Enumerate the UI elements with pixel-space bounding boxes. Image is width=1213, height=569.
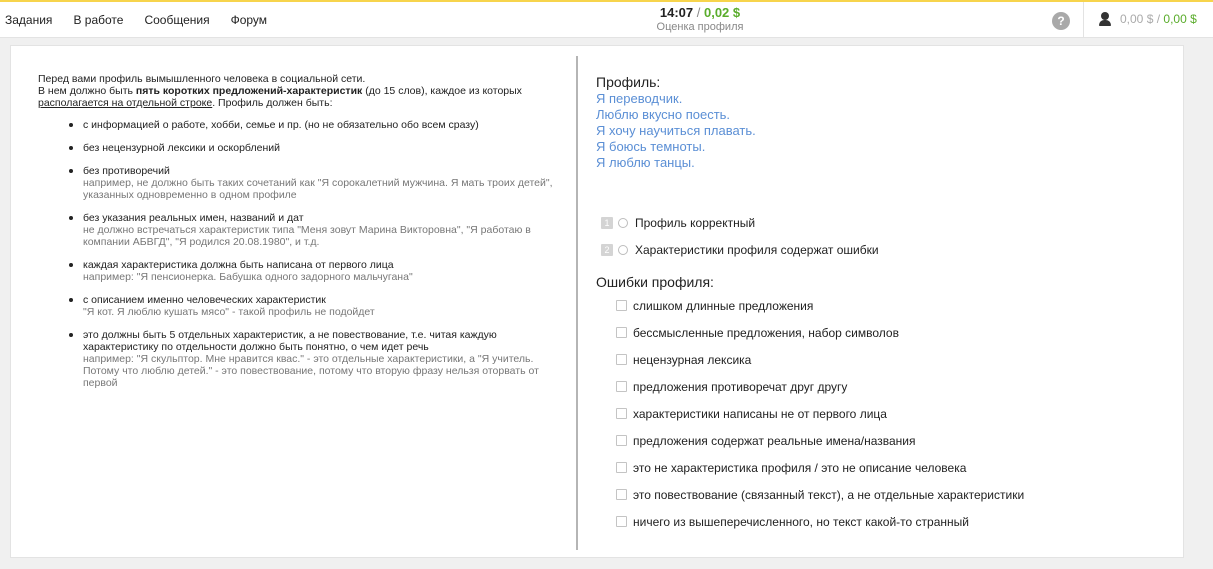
task-stats — [600, 5, 800, 33]
instructions-intro: Перед вами профиль вымышленного человека в социальной сети. В нем должно быть пять коротких предложений-характеристик (до 15 слов), каждое из которых располагается на отдельной строке. Профиль должен быть: — [38, 73, 522, 109]
verdict-options — [601, 209, 879, 263]
top-bar — [0, 0, 1213, 38]
task-title: Оценка профиля — [656, 21, 744, 33]
checkbox[interactable] — [616, 300, 627, 311]
radio-correct[interactable] — [618, 218, 628, 228]
error-option[interactable]: предложения противоречат друг другу — [616, 373, 1024, 400]
error-option[interactable]: характеристики написаны не от первого лица — [616, 400, 1024, 427]
balance-separator: / — [1156, 12, 1161, 26]
profile-heading: Профиль: — [596, 74, 661, 90]
column-divider — [576, 56, 578, 550]
profile-line: Я люблю танцы. — [596, 155, 695, 170]
rules-list — [69, 119, 558, 389]
error-option[interactable]: ничего из вышеперечисленного, но текст какой-то странный — [616, 508, 1024, 535]
profile-line: Я переводчик. — [596, 91, 683, 106]
checkbox[interactable] — [616, 462, 627, 473]
option-has-errors[interactable] — [601, 236, 879, 263]
option-label[interactable]: Профиль корректный — [635, 215, 756, 230]
task-earnings: 0,02 $ — [703, 5, 741, 20]
nav-tasks[interactable]: Задания — [5, 13, 53, 27]
error-option[interactable]: бессмысленные предложения, набор символов — [616, 319, 1024, 346]
list-item: с описанием именно человеческих характеристик "Я кот. Я люблю кушать мясо" - такой профиль не подойдет — [69, 294, 558, 318]
profile-line: Я боюсь темноты. — [596, 139, 706, 154]
checkbox[interactable] — [616, 489, 627, 500]
profile-line: Люблю вкусно поесть. — [596, 107, 731, 122]
topbar-divider — [1083, 2, 1084, 38]
checkbox[interactable] — [616, 516, 627, 527]
checkbox[interactable] — [616, 435, 627, 446]
error-option[interactable]: это повествование (связанный текст), а не отдельные характеристики — [616, 481, 1024, 508]
checkbox[interactable] — [616, 354, 627, 365]
option-label[interactable]: Характеристики профиля содержат ошибки — [635, 242, 879, 257]
option-correct[interactable] — [601, 209, 879, 236]
checkbox[interactable] — [616, 408, 627, 419]
nav-in-progress[interactable]: В работе — [73, 13, 124, 27]
help-icon[interactable]: ? — [1052, 12, 1070, 30]
nav-messages[interactable]: Сообщения — [144, 13, 210, 27]
checkbox[interactable] — [616, 381, 627, 392]
profile-review — [596, 74, 1176, 529]
balance[interactable] — [1098, 12, 1197, 26]
error-option[interactable]: предложения содержат реальные имена/названия — [616, 427, 1024, 454]
errors-heading: Ошибки профиля: — [596, 274, 714, 290]
list-item: без указания реальных имен, названий и дат не должно встречаться характеристик типа "Меня зовут Марина Викторовна", "Я работаю в компании АБВГД", "Я родился 20.08.1980", и т.д. — [69, 212, 558, 248]
error-option[interactable]: слишком длинные предложения — [616, 292, 1024, 319]
profile-text — [596, 91, 1176, 171]
list-item: это должны быть 5 отдельных характеристик, а не повествование, т.е. читая каждую характеристику по отдельности должно быть понятно, о чем идет речь например: "Я скульптор. Мне нравится квас." - это отдельные характеристики, а "Я учитель. Потому что люблю детей." - это повествование, потому что вторую фразу нельзя оторвать от первой — [69, 329, 558, 389]
balance-primary: 0,00 $ — [1120, 12, 1154, 26]
task-panel — [10, 45, 1184, 558]
timer: 14:07 — [659, 5, 694, 20]
nav-forum[interactable]: Форум — [230, 13, 268, 27]
profile-line: Я хочу научиться плавать. — [596, 123, 756, 138]
balance-secondary: 0,00 $ — [1163, 12, 1197, 26]
list-item: без нецензурной лексики и оскорблений — [69, 142, 558, 154]
hotkey-badge: 2 — [601, 244, 613, 256]
stats-separator: / — [696, 5, 701, 20]
checkbox[interactable] — [616, 327, 627, 338]
errors-checklist — [616, 292, 1024, 535]
radio-has-errors[interactable] — [618, 245, 628, 255]
wallet-icon — [1098, 12, 1112, 26]
error-option[interactable]: это не характеристика профиля / это не описание человека — [616, 454, 1024, 481]
hotkey-badge: 1 — [601, 217, 613, 229]
list-item: каждая характеристика должна быть написана от первого лица например: "Я пенсионерка. Бабушка одного задорного мальчугана" — [69, 259, 558, 283]
main-nav — [0, 2, 283, 38]
list-item: без противоречий например, не должно быть таких сочетаний как "Я сорокалетний мужчина. Я мать троих детей", указанных одновременно в одном профиле — [69, 165, 558, 201]
error-option[interactable]: нецензурная лексика — [616, 346, 1024, 373]
instructions — [38, 73, 558, 400]
list-item: с информацией о работе, хобби, семье и пр. (но не обязательно обо всем сразу) — [69, 119, 558, 131]
